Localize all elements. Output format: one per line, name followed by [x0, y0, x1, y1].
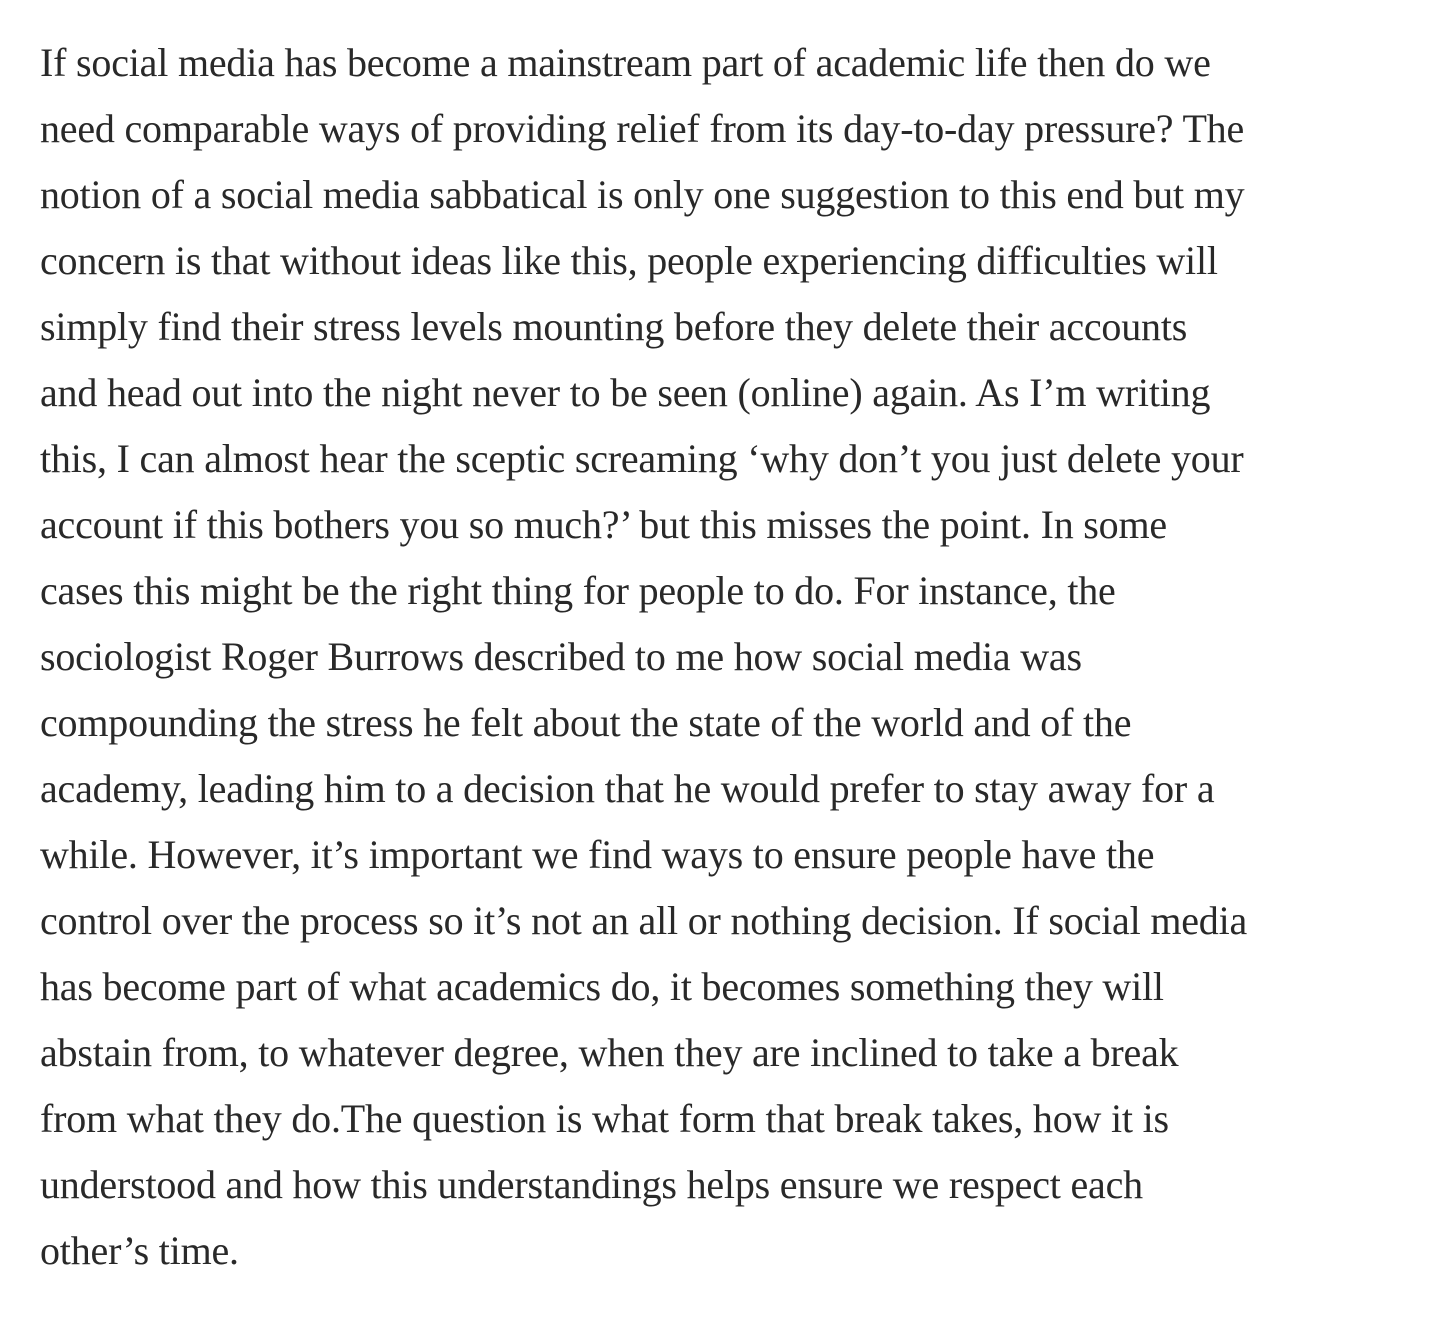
- paragraph-line: academy, leading him to a decision that he would prefer to stay away for a: [40, 766, 1215, 811]
- paragraph-line: other’s time.: [40, 1228, 239, 1273]
- paragraph-line: while. However, it’s important we find ways to ensure people have the: [40, 832, 1155, 877]
- paragraph-line: from what they do.The question is what form that break takes, how it is: [40, 1096, 1169, 1141]
- paragraph-line: has become part of what academics do, it becomes something they will: [40, 964, 1164, 1009]
- paragraph-line: concern is that without ideas like this, people experiencing difficulties will: [40, 238, 1218, 283]
- paragraph-line: notion of a social media sabbatical is only one suggestion to this end but my: [40, 172, 1245, 217]
- paragraph-line: abstain from, to whatever degree, when they are inclined to take a break: [40, 1030, 1179, 1075]
- paragraph-line: this, I can almost hear the sceptic screaming ‘why don’t you just delete your: [40, 436, 1244, 481]
- paragraph-line: control over the process so it’s not an all or nothing decision. If social media: [40, 898, 1248, 943]
- paragraph-line: compounding the stress he felt about the state of the world and of the: [40, 700, 1132, 745]
- paragraph-line: and head out into the night never to be seen (online) again. As I’m writing: [40, 370, 1211, 415]
- paragraph-line: need comparable ways of providing relief from its day-to-day pressure? The: [40, 106, 1245, 151]
- article-paragraph: [40, 30, 1420, 1284]
- paragraph-line: account if this bothers you so much?’ but this misses the point. In some: [40, 502, 1167, 547]
- paragraph-line: simply find their stress levels mounting before they delete their accounts: [40, 304, 1188, 349]
- paragraph-line: cases this might be the right thing for people to do. For instance, the: [40, 568, 1116, 613]
- paragraph-line: understood and how this understandings helps ensure we respect each: [40, 1162, 1143, 1207]
- paragraph-line: sociologist Roger Burrows described to me how social media was: [40, 634, 1082, 679]
- article-body: [40, 30, 1420, 1284]
- paragraph-line: If social media has become a mainstream part of academic life then do we: [40, 40, 1211, 85]
